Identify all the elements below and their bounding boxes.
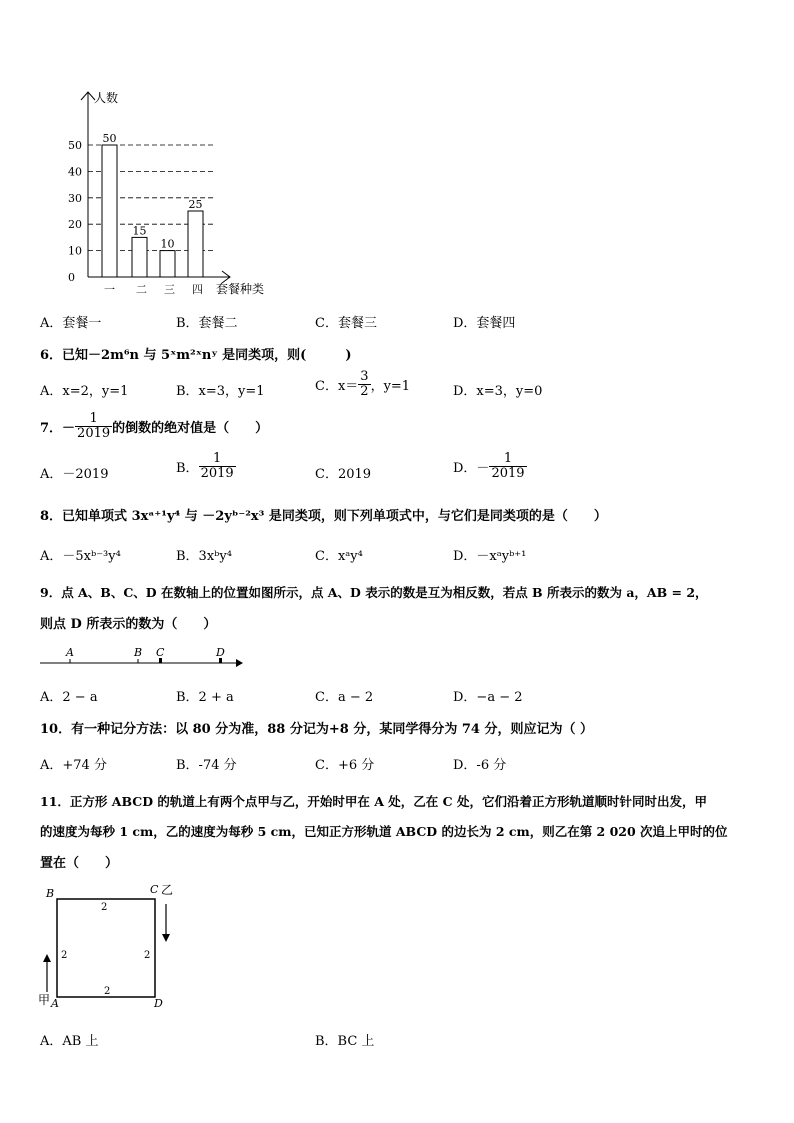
bar-1 <box>102 145 117 277</box>
q7-option-d-den: 2019 <box>491 466 525 481</box>
q9-option-a[interactable]: A．2 − a <box>40 690 98 705</box>
point-label-b: B <box>134 646 143 659</box>
vertex-a: A <box>51 997 59 1010</box>
square-abcd <box>57 899 155 997</box>
q6-option-d[interactable]: D．x=3，y=0 <box>453 384 543 399</box>
q10-option-d[interactable]: D．-6 分 <box>453 758 507 773</box>
point-label-c: C <box>156 646 165 659</box>
q6-fraction <box>358 370 370 399</box>
q6-option-c-suffix: ，y=1 <box>370 379 411 394</box>
q6-option-c[interactable] <box>315 370 410 399</box>
q7-option-d[interactable] <box>453 452 527 481</box>
q7-frac-den: 2019 <box>77 426 111 441</box>
number-line-arrow <box>236 659 243 667</box>
side-right-label: 2 <box>144 950 151 961</box>
y-tick-label-10: 10 <box>68 244 82 258</box>
q11-option-b[interactable]: B．BC 上 <box>315 1034 375 1049</box>
q8-option-d[interactable]: D．－xᵃyᵇ⁺¹ <box>453 549 527 564</box>
y-tick-label-50: 50 <box>68 139 82 152</box>
q7-suffix: 的倒数的绝对值是（ ） <box>112 421 269 436</box>
q6-frac-den: 2 <box>360 384 369 399</box>
square-track-diagram <box>36 880 186 1012</box>
y-tick-label-30: 30 <box>68 191 82 205</box>
q6-option-b[interactable]: B．x=3，y=1 <box>176 384 265 399</box>
arrow-yi-head <box>162 934 170 942</box>
q7-stem <box>40 412 268 441</box>
bar-value-label-1: 50 <box>102 132 117 145</box>
q7-option-c[interactable]: C．2019 <box>315 467 372 482</box>
label-yi: 乙 <box>161 883 174 897</box>
y-tick-label-0: 0 <box>68 271 75 284</box>
q7-option-b-fraction <box>199 452 236 481</box>
y-tick-label-40: 40 <box>68 165 82 179</box>
arrow-jia-head <box>43 954 51 962</box>
side-bottom-label: 2 <box>104 986 111 997</box>
bar-4 <box>188 211 203 277</box>
q8-stem: 8．已知单项式 3xᵃ⁺¹y⁴ 与 －2yᵇ⁻²x³ 是同类项，则下列单项式中，与它们是同类项的是（ ） <box>40 509 607 524</box>
q7-option-d-num: 1 <box>489 452 526 467</box>
q7-option-b-den: 2019 <box>200 466 234 481</box>
q11-line3: 置在（ ） <box>40 856 119 871</box>
bar-chart <box>40 80 300 305</box>
q11-line2: 的速度为每秒 1 cm，乙的速度为每秒 5 cm，已知正方形轨道 ABCD 的边长为 2 cm，则乙在第 2 020 次追上甲时的位 <box>40 824 728 839</box>
y-axis-title: 人数 <box>94 91 119 105</box>
q7-option-d-label: D．－ <box>453 461 490 476</box>
x-tick-label-2: 二 <box>136 283 147 296</box>
q9-line1: 9．点 A、B、C、D 在数轴上的位置如图所示，点 A、D 表示的数是互为相反数，若点 B 所表示的数为 a，AB = 2， <box>40 585 708 600</box>
point-label-a: A <box>66 646 74 659</box>
y-tick-label-20: 20 <box>68 218 82 232</box>
q11-line1: 11．正方形 ABCD 的轨道上有两个点甲与乙，开始时甲在 A 处，乙在 C 处，它们沿着正方形轨道顺时针同时出发，甲 <box>40 794 707 809</box>
q9-option-b[interactable]: B．2 + a <box>176 690 234 705</box>
q9-line2: 则点 D 所表示的数为（ ） <box>40 617 217 632</box>
q11-option-a[interactable]: A．AB 上 <box>40 1034 99 1049</box>
bar-3 <box>160 251 175 277</box>
vertex-b: B <box>46 887 55 900</box>
bar-value-label-4: 25 <box>188 198 203 211</box>
q8-option-a[interactable]: A．－5xᵇ⁻³y⁴ <box>40 549 121 564</box>
point-label-d: D <box>216 646 225 659</box>
label-jia: 甲 <box>38 993 51 1007</box>
q10-option-a[interactable]: A．+74 分 <box>40 758 107 773</box>
q6-frac-num: 3 <box>360 369 369 384</box>
q5-option-b[interactable]: B．套餐二 <box>176 316 238 331</box>
q5-option-d[interactable]: D．套餐四 <box>453 316 516 331</box>
x-tick-label-3: 三 <box>164 283 175 296</box>
q10-option-c[interactable]: C．+6 分 <box>315 758 375 773</box>
q6-stem: 6．已知－2m⁶n 与 5ˣm²ˣnʸ 是同类项，则( ) <box>40 348 352 363</box>
number-line <box>38 642 243 670</box>
q8-option-c[interactable]: C．xᵃy⁴ <box>315 549 363 564</box>
q10-option-b[interactable]: B．-74 分 <box>176 758 237 773</box>
q9-option-d[interactable]: D．−a − 2 <box>453 690 523 705</box>
q7-option-b[interactable] <box>176 452 236 481</box>
q8-option-b[interactable]: B．3xᵇy⁴ <box>176 549 232 564</box>
x-axis-title: 套餐种类 <box>216 282 265 296</box>
q6-option-a[interactable]: A．x=2，y=1 <box>40 384 129 399</box>
q7-option-b-label: B． <box>176 461 199 476</box>
q5-option-a[interactable]: A．套餐一 <box>40 316 102 331</box>
x-tick-label-1: 一 <box>104 283 115 296</box>
bar-value-label-2: 15 <box>132 224 147 238</box>
bar-2 <box>132 237 147 277</box>
q7-option-b-num: 1 <box>199 452 236 467</box>
vertex-d: D <box>154 997 163 1010</box>
q7-option-d-fraction <box>489 452 526 481</box>
q7-fraction <box>75 412 112 441</box>
side-left-label: 2 <box>61 950 68 961</box>
q7-frac-num: 1 <box>75 412 112 427</box>
x-tick-label-4: 四 <box>192 283 203 296</box>
vertex-c: C <box>150 883 159 896</box>
q7-option-a[interactable]: A．－2019 <box>40 467 109 482</box>
q7-prefix: 7．－ <box>40 421 76 436</box>
q10-stem: 10．有一种记分方法：以 80 分为准，88 分记为+8 分，某同学得分为 74 分，则应记为（ ） <box>40 722 593 737</box>
q6-option-c-prefix: C．x＝ <box>315 379 359 394</box>
side-top-label: 2 <box>101 902 108 913</box>
bar-value-label-3: 10 <box>160 237 175 251</box>
q5-option-c[interactable]: C．套餐三 <box>315 316 377 331</box>
q9-option-c[interactable]: C．a − 2 <box>315 690 374 705</box>
